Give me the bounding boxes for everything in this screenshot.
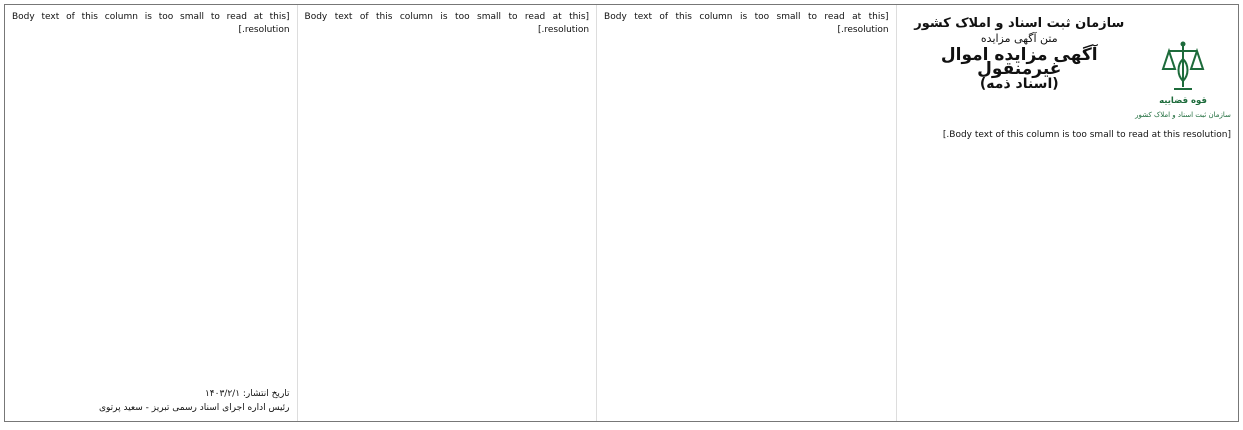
signature-line: رئیس اداره اجرای اسناد رسمی تبریز - سعید پرتوی [98,403,290,413]
notice-paragraph-2: [Body text of this column is too small to read at this resolution.] [604,12,889,36]
notice-paragraph-1: [Body text of this column is too small to read at this resolution.] [942,130,1231,140]
notice-titles [904,11,1135,129]
emblem-caption-judiciary: قوه قضاییه [1159,96,1207,106]
publication-date: تاریخ انتشار: ۱۴۰۳/۲/۱ [204,389,290,399]
notice-subtitle: متن آگهی مزایده [980,32,1058,46]
notice-column-3 [298,5,598,421]
emblem-caption-organization: سازمان ثبت اسناد و املاک کشور [1135,111,1231,120]
notice-title-parenthetical: (اسناد ذمه) [979,75,1059,92]
notice-column-2 [597,5,897,421]
judiciary-emblem-icon [1160,39,1206,93]
notice-paragraph-3: [Body text of this column is too small to read at this resolution.] [304,12,590,36]
notice-column-4 [5,5,298,421]
notice-paragraph-4: [Body text of this column is too small to read at this resolution.] [12,12,290,36]
emblem-box [1135,11,1231,129]
notice-title: آگهی مزایده اموال غیرمنقول [940,45,1098,79]
notice-column-1 [897,5,1238,421]
notice-header [904,11,1231,129]
signature-block [12,387,290,415]
organization-name: سازمان ثبت اسناد و املاک کشور [914,16,1125,31]
auction-notice [4,4,1239,422]
